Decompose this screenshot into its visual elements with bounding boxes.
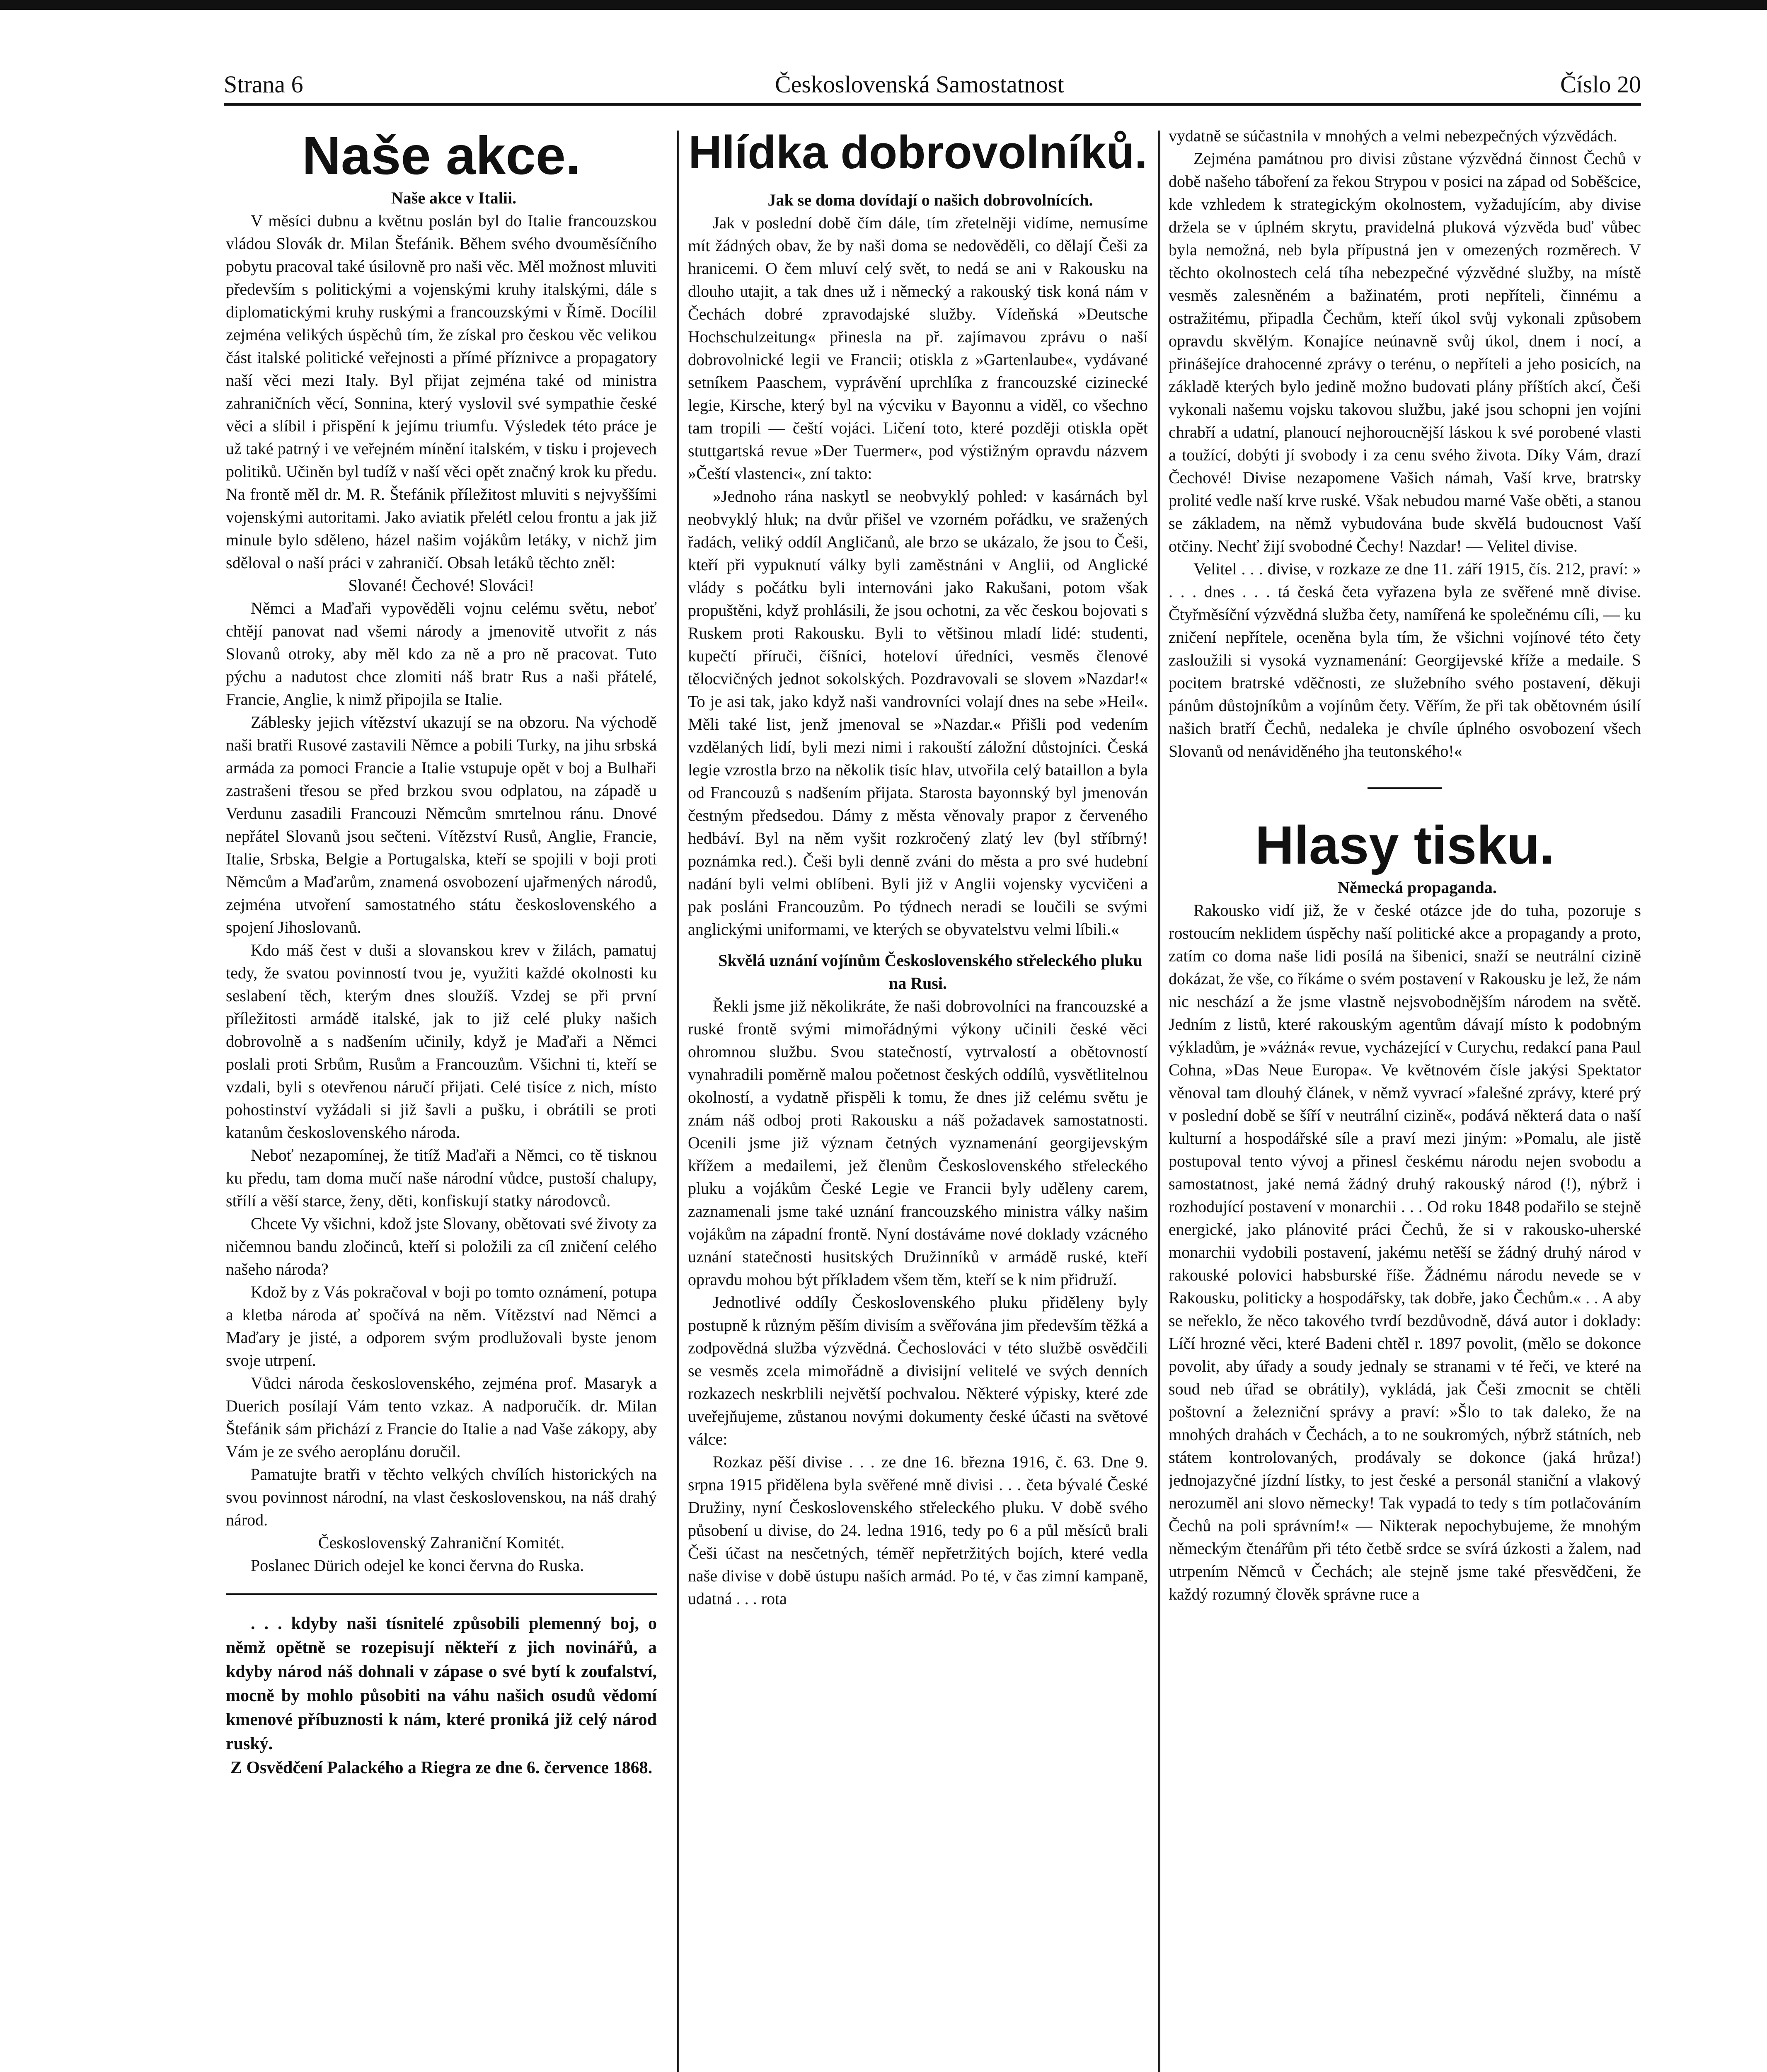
paragraph: Poslanec Dürich odejel ke konci června do Ruska. [251, 1556, 584, 1575]
paragraph: Řekli jsme již několikráte, že naši dobrovolníci na francouzské a ruské frontě svými mimořádnými výkony učinili české věci ohromnou službu. Svou statečností, vytrvalostí a obětovností vynahradili poměrně malou početnost českých oddílů, vysvětlitelnou okolností, a vydatně přispěli k tomu, že dnes již celému světu je znám náš odboj proti Rakousku a náš požadavek samostatnosti. Ocenili jsme již význam četných vyznamenání georgijevským křížem a medailemi, jež členům Československého střeleckého pluku a vojákům České Legie ve Francii byly uděleny carem, zaznamenali jsme také uznání francouzského ministra války našim vojákům na západní frontě. Nyní dostáváme nové doklady vzácného uznání statečnosti husitských Družinníků v armádě ruské, kteří opravdu mohou být příkladem všem těm, kteří se k nim přidruží. [688, 997, 1148, 1289]
quote-source: Z Osvědčení Palackého a Riegra ze dne 6. července 1868. [230, 1758, 653, 1777]
article-title-hlidka: Hlídka dobrovolníků. [688, 126, 1147, 178]
quote-text: . . . kdyby naši tísnitelé způsobili plemenný boj, o němž opětně se rozepisují někteří z jich novinářů, a kdyby národ náš dohnali v zápase o své bytí k zoufalství, mocně by mohlo působiti na váhu našich osudů vědomí kmenové příbuznosti k nám, které proniká již celý národ ruský. [226, 1614, 657, 1753]
column-divider-2 [1158, 131, 1160, 2072]
column-1 [226, 124, 657, 2072]
paragraph: Neboť nezapomínej, že titíž Maďaři a Němci, co tě tisknou ku předu, tam doma mučí naše národní vůdce, pustoší chalupy, střílí a věší starce, ženy, děti, konfiskují statky národovců. [226, 1146, 657, 1210]
article-subtitle: Jak se doma dovídají o našich dobrovolnících. [767, 191, 1093, 209]
leaflet-heading: Slované! Čechové! Slováci! [348, 576, 535, 595]
paragraph: Velitel . . . divise, v rozkaze ze dne 11. září 1915, čís. 212, praví: » . . . dnes . . . tá česká četa vyřazena byla ze svěřené mně divise. Čtyřměsíční výzvědná služba čety, namířená ke společnému cíli, — ku zničení nepřítele, oceněna byla tím, že všichni vojínové této čety zasloužili si vysoká vyznamenání: Georgijevské kříže a medaile. S pocitem bratrské vděčnosti, ze služebního svého postavení, děkuji pánům důstojníkům a vojínům čety. Věřím, že při tak obětovném úsilí našich bratří Čechů, nedaleka je chvíle úplného osvobození všech Slovanů od nenáviděného jha teutonského!« [1169, 559, 1641, 760]
section-rule [1368, 787, 1442, 789]
top-border [0, 0, 1767, 10]
paragraph: Rozkaz pěší divise . . . ze dne 16. března 1916, č. 63. Dne 9. srpna 1915 přidělena byla svěřené mně divisi . . . četa bývalé České Družiny, nyní Československého střeleckého pluku. V době svého působení u divise, do 24. ledna 1916, tedy po 6 a půl měsíců brali Češi účast na nesčetných, téměř nepřetržitých bojích, které vedla naše divise v době ústupu naších armád. Po té, v čas zimní kampaně, udatná . . . rota [688, 1452, 1148, 1608]
paragraph: Rakousko vidí již, že v české otázce jde do tuha, pozoruje s rostoucím neklidem úspěchy naší politické akce a propagandy a proto, zatím co doma naše lidi posílá na šibenici, snaží se neutrální cizině dokázat, že vše, co říkáme o svém postavení v Rakousku je lež, že nám nic neschází a že jsme vlastně nejsvobodnějším národem na světě. Jedním z listů, které rakouským agentům dávají místo k podobným výkladům, je »váżná« revue, vycházející v Curychu, redakcí pana Paul Cohna, »Das Neue Europa«. Ve květnovém čísle jakýsi Spektator věnoval tam dlouhý článek, v němž vyvrací »falešné zprávy, které prý v poslední době se šíří v neutrální cizině«, podává některá data o naší kulturní a hospodářské síle a praví mezi jiným: »Pomalu, ale jistě postupoval tento vývoj a přinesl českému národu nejen svobodu a samostatnost, jaké nemá žádný druhý rakouský národ (!), nýbrž i rozhodující postavení v monarchii . . . Od roku 1848 podařilo se stejně energické, jako plánovité práci Čechů, že si v rakousko-uherské monarchii vydobili postavení, jakému netěší se žádný druhý národ v rakouské polovici habsburské říše. Žádnému národu nevede se v Rakousku, politicky a hospodářsky, tak dobře, jako Čechům.« . . A aby se neřeklo, že něco takového tvrdí bezdůvodně, dává autor i doklady: Líčí hrozné věci, které Badeni chtěl r. 1897 povolit, (mělo se dokonce povolit, aby úřady a soudy jednaly se stranami v té řeči, ve které na soud neb úřad se obrátily), vykládá, jak Češi zmocnit se chtěli poštovní a železniční správy a praví: »Šlo to tak daleko, že na mnohých drahách v Čechách, a to ne soukromých, nýbrž státních, neb státem kontrolovaných, prodávaly se dokonce (jaká hrůza!) jednojazyčné jízdní lístky, to jest české a personál staniční a vlakový nerozuměl ani slovo německy! Tak vypadá to tedy s tím potlačováním Čechů na poli správním!« — Nikterak nepochybujeme, že mnohým německým čtenářům při této četbě srdce se svírá úzkosti a žalem, nad utrpením Němců v Čechách; ale stejně jsme také přesvědčeni, že každý rozumný člověk správne ruce a [1169, 901, 1641, 1603]
paragraph: vydatně se súčastnila v mnohých a velmi nebezpečných výzvědách. [1169, 126, 1617, 145]
paragraph: Jednotlivé oddíly Československého pluku přiděleny byly postupně k různým pěším divisím a svěřována jim především těžká a zodpovědná služba výzvědná. Čechoslováci v této službě osvědčili se vesměs zcela mimořádně a divisijní velitelé ve svých denních rozkazech neskrblili největší pochvalou. Některé výpisky, které zde uveřejňujeme, zůstanou novými dokumenty české účasti na světové válce: [688, 1293, 1148, 1448]
column-3 [1169, 124, 1641, 2072]
section-subtitle: Skvělá uznání vojínům Československého střeleckého pluku na Rusi. [718, 951, 1142, 992]
paragraph: Zejména památnou pro divisi zůstane výzvědná činnost Čechů v době našeho táboření za řekou Strypou v posici na západ od Soběšcice, kde vzhledem k strategickým okolnostem, vyžadujícím, aby divise držela se v úplném skrytu, pravidelná pluková výzvěda buď vůbec byla nemožná, neb byla přípustná jen v omezených rozměrech. V těchto okolnostech celá tíha nebezpečné výzvědné služby, na místě vesměs zalesněném a bažinatém, proti nepříteli, činnému a ostražitému, připadla Čechům, kteří úkol svůj vykonali způsobem opravdu skvělým. Konajíce neúnavně svůj úkol, dnem i nocí, a přinášejíce drahocenné zprávy o terénu, o nepříteli a jeho posicích, na základě kterých bylo jedině možno budovati plány příštích akcí, Češi vykonali našemu vojsku takovou službu, jaké jsou schopni jen vojíni chrabří a udatní, planoucí nejhoroucnější láskou k své porobené vlasti a toužící, dobýti jí svobody i za cenu svého života. Díky Vám, drazí Čechové! Divise nezapomene Vašich námah, Vaší krve, bratrsky prolité vedle naší krve ruské. Však nebudou marné Vaše oběti, a stanou se základem, na němž vybudována bude skvělá budoucnost Vaší otčiny. Nechť žijí svobodné Čechy! Nazdar! — Velitel divise. [1169, 149, 1641, 555]
paragraph: »Jednoho rána naskytl se neobvyklý pohled: v kasárnách byl neobvyklý hluk; na dvůr přišel ve vzorném pořádku, ve sražených řadách, veliký oddíl Angličanů, ale brzo se ukázalo, že jsou to Češi, kteří při vypuknutí války byli zaměstnáni v Anglii, od Anglické vlády s počátku byli internováni jako Rakušani, potom však propuštěni, když prohlásili, že jsou ochotni, za věc českou bojovati s Ruskem proti Rakousku. Byli to většinou mladí lidé: studenti, kupečtí příruči, číšníci, hoteloví úředníci, vesměs členové tělocvičných jednot sokolských. Pozdravovali se slovem »Nazdar!« To je asi tak, jako když naši vandrovníci volají dnes na sebe »Heil«. Měli také list, jenž jmenoval se »Nazdar.« Přišli pod vedením vzdělaných lidí, byli mezi nimi i rakouští záložní důstojníci. Česká legie vzrostla brzo na několik tisíc hlav, utvořila celý bataillon a byla od Francouzů s nadšením přijata. Starosta bayonnský byl jmenován čestným předsedou. Dámy z města věnovaly prapor z červeného hedbáví. Byl na něm vyšit rozkročený zlatý lev (byl stříbrný! poznámka red.). Češi byli denně zváni do města a pro své hudební nadání byli velmi oblíbeni. Byli již v Anglii vojensky vycvičeni a pak posláni Francouzům. Po týdnech neradi se loučili se svými anglickými uniformami, ve kterých se obyvatelstvu velmi líbili.« [688, 487, 1148, 939]
section-rule [226, 1593, 657, 1595]
paragraph: Němci a Maďaři vypověděli vojnu celému světu, neboť chtějí panovat nad všemi národy a jmenovitě utvořit z nás Slovanů otroky, aby měl kdo za ně a pro ně pracovat. Tuto pýchu a nadutost chce zlomiti náš bratr Rus a naši přátelé, Francie, Anglie, k nimž připojila se Italie. [226, 599, 657, 709]
paragraph: Kdož by z Vás pokračoval v boji po tomto oznámení, potupa a kletba národa ať spočívá na něm. Vítězství nad Němci a Maďary je jisté, a odporem svým prodlužovali byste jenom svoje utrpení. [226, 1283, 657, 1370]
article-subtitle: Německá propaganda. [1338, 878, 1497, 897]
paragraph: Pamatujte bratři v těchto velkých chvílích historických na svou povinnost národní, na vlast československou, na náš drahý národ. [226, 1465, 657, 1529]
paragraph: Chcete Vy všichni, kdož jste Slovany, obětovati své životy za ničemnou bandu zločinců, kteří si položili za cíl zničení celého našeho národa? [226, 1214, 657, 1278]
issue-number: Číslo 20 [1560, 71, 1641, 98]
paragraph: Kdo máš čest v duši a slovanskou krev v žilách, pamatuj tedy, že svatou povinností tvou je, využiti každé okolnosti ku seslabení těch, kterým dnes sloužíš. Vzdej se při první příležitosti armádě italské, jak to již celé pluky našich dobrovolně a s nadšením učinily, když je Maďaři a Němci poslali proti Srbům, Rusům a Francouzům. Všichni ti, kteří se vzdali, byli s otevřenou náručí přijati. Celé tisíce z nich, místo pohostinství vyžádali si již šavli a pušku, i obrátili se proti katanům československého národa. [226, 941, 657, 1142]
page-number: Strana 6 [224, 71, 303, 98]
column-2 [688, 124, 1148, 2072]
paragraph: Jak v poslední době čím dále, tím zřetelněji vidíme, nemusíme mít žádných obav, že by naši doma se nedověděli, co dělají Češi za hranicemi. O čem mluví celý svět, to nedá se ani v Rakousku na dlouho utajit, a tak dnes už i německý a rakouský tisk koná nám v Čechách dobré zpravodajské služby. Vídeňská »Deutsche Hochschulzeitung« přinesla na př. zajímavou zprávu o naší dobrovolnické legii ve Francii; otiskla z »Gartenlaube«, vydávané setníkem Paaschem, vyprávění uprchlíka z francouzské cizinecké legie, Kirsche, který byl na výcviku v Bayonnu a viděl, co všechno tam tropili — čeští vojáci. Ličení toto, které později otiskla opět stuttgartská revue »Der Tuermer«, pod výstižným opravdu názvem »Čeští vlastenci«, zní takto: [688, 213, 1148, 483]
newspaper-title: Československá Samostatnost [775, 71, 1064, 98]
paragraph: Vůdci národa československého, zejména prof. Masaryk a Duerich posílají Vám tento vzkaz. A nadporučík. dr. Milan Štefánik sám přichází z Francie do Italie a nad Vaše zákopy, aby Vám je ze svého aeroplánu doručil. [226, 1374, 657, 1461]
paragraph: Záblesky jejich vítězství ukazují se na obzoru. Na východě naši bratři Rusové zastavili Němce a pobili Turky, na jihu srbská armáda za pomoci Francie a Italie vstupuje opět v boj a Bulhaři zastrašeni třesou se před brzkou svou odplatou, na západě u Verdunu zasadili Francouzi Němcům smrtelnou ránu. Dnové nepřátel Slovanů jsou sečteni. Vítězství Rusů, Anglie, Francie, Italie, Srbska, Belgie a Portugalska, kteří se spojili v boji proti Němcům a Maďarům, znamená osvobození ujařmených národů, zejména utvoření samostatného státu československého a spojení Jihoslovanů. [226, 713, 657, 937]
column-divider-1 [677, 131, 679, 2072]
header-rule [224, 103, 1641, 106]
article-title-hlasy-tisku: Hlasy tisku. [1255, 815, 1555, 875]
page-header [224, 70, 1641, 108]
article-title-nase-akce: Naše akce. [302, 125, 581, 186]
palacky-quote [226, 1612, 657, 1780]
paragraph: V měsíci dubnu a květnu poslán byl do Italie francouzskou vládou Slovák dr. Milan Štefánik. Během svého dvouměsíčního pobytu pracoval také úsilovně pro naši věc. Měl možnost mluviti především s politickými a vojenskými kruhy italskými, dále s diplomatickými kruhy ruskými a francouzskými v Římě. Docílil zejména velikých úspěchů tím, že získal pro českou věc velikou část italské politické veřejnosti a přímé příznivce a propagatory naší věci mezi Italy. Byl přijat zejména také od ministra zahraničních věcí, Sonnina, který vyslovil své sympathie české věci a slíbil i přispění k jejímu triumfu. Výsledek této práce je už také patrný i ve veřejném mínění italském, v tisku i projevech politiků. Učiněn byl tudíž v naší věci opět značný krok ku předu. Na frontě měl dr. M. R. Štefánik příležitost mluviti s nejvyššími vojenskými autoritami. Jako aviatik přelétl celou frontu a jak již minule bylo sděleno, házel našim vojákům letáky, v nichž jim sděloval o naší práci v zahraničí. Obsah letáků těchto zněl: [226, 211, 657, 572]
article-subtitle: Naše akce v Italii. [391, 189, 517, 207]
signature: Československý Zahraniční Komitét. [318, 1533, 565, 1552]
